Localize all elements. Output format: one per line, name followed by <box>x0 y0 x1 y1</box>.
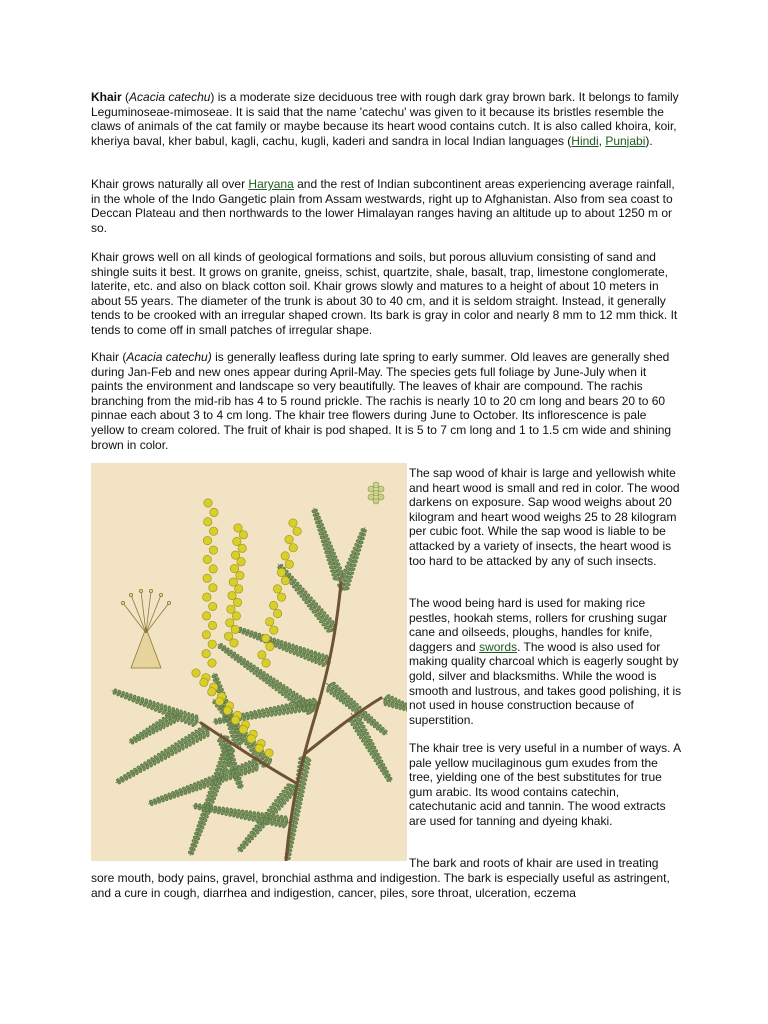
leaf-frond <box>148 759 261 806</box>
flower-head-detail <box>368 482 384 504</box>
flower-spike <box>258 519 302 667</box>
soil-paragraph: Khair grows well on all kinds of geological formations and soils, but porous alluvium consisting of sand and shingle suits it best. It grows on granite, gneiss, schist, quartzite, shale, basalt, trap, limestone conglomerate, laterite, etc. and also on black cotton soil. Khair grows slowly and matures to a height of about 10 meters in about 55 years. The diameter of the trunk is about 30 to 40 cm, and it is seldom straight. Instead, it generally tends to be crooked with an irregular shaped crown. Its bark is gray in color and nearly 8 mm to 12 mm thick. It tends to come off in small patches of irregular shape. <box>91 250 678 337</box>
link-punjabi[interactable]: Punjabi <box>605 133 646 148</box>
flower-detail-drawing <box>121 589 170 668</box>
link-haryana[interactable]: Haryana <box>248 177 294 191</box>
plant-drawing <box>91 463 407 861</box>
term-khair: Khair <box>91 90 122 104</box>
leaf-frond <box>129 710 181 744</box>
wood-paragraph: The sap wood of khair is large and yellowish white and heart wood is small and red in color. The wood darkens on exposure. Sap wood weighs about 20 kilogram and heart wood weighs 25 to 28 kilogram per cubic foot. While the sap wood is liable to be attacked by a variety of insects, the heart wood is too hard to be attacked by any of such insects. <box>409 466 680 568</box>
leaf-frond <box>278 564 338 633</box>
link-swords[interactable]: swords <box>479 639 518 654</box>
flower-spike <box>202 499 218 667</box>
medicinal-paragraph-line1: The bark and roots of khair are used in treating <box>409 856 659 870</box>
leaf-frond <box>381 694 407 714</box>
medicinal-paragraph: sore mouth, body pains, gravel, bronchial asthma and indigestion. The bark is especially useful as astringent, and a cure in cough, diarrhea and indigestion, cancer, piles, sore throat, ulceration, eczema <box>91 871 670 900</box>
distribution-paragraph: Khair grows naturally all over Haryana and the rest of Indian subcontinent areas experiencing average rainfall, in the whole of the Indo Gangetic plain from Assam westwards, right up to Afghanistan. Also from sea coast to Deccan Plateau and then northwards to the lower Himalayan ranges having an altitude up to about 1250 m or so. <box>91 177 675 235</box>
scientific-name: Acacia catechu <box>129 90 211 104</box>
leaf-frond <box>237 627 331 667</box>
scientific-name: Acacia catechu) <box>126 350 212 364</box>
usefulness-paragraph: The khair tree is very useful in a number of ways. A pale yellow mucilaginous gum exudes from the tree, yielding one of the best substitutes for true gum arabic. Its wood contains catechin, catechutanic acid and tannin. The wood extracts are used for tanning and dyeing khaki. <box>409 741 681 828</box>
uses-paragraph: The wood being hard is used for making rice pestles, hookah stems, rollers for crushing sugar cane and oilseeds, ploughs, handles for knife, daggers and swords. The wood is also used for making quality charcoal which is eagerly sought by gold, silver and blacksmiths. While the wood is smooth and lustrous, and takes good polishing, it is not used in house construction because of superstition. <box>409 596 682 727</box>
leaf-frond <box>116 725 211 784</box>
intro-paragraph: Khair (Acacia catechu) is a moderate size deciduous tree with rough dark gray brown bark. It belongs to family Leguminoseae-mimoseae. It is said that the name 'catechu' was given to it because its bristles resemble the claws of animals of the cat family or maybe because its heart wood contains cutch. It is also called khoira, koir, kheriya baval, kher babul, kagli, cachu, kugli, kaderi and sandra in local Indian languages (Hindi, Punjabi). <box>91 90 679 148</box>
link-hindi[interactable]: Hindi <box>571 133 599 148</box>
foliage-paragraph: Khair (Acacia catechu) is generally leafless during late spring to early summer. Old leaves are generally shed during Jan-Feb and new ones appear during April-May. The species gets full foliage by June-July when it paints the environment and landscape so very beautifully. The leaves of khair are compound. The rachis branching from the mid-rib has 4 to 5 round prickle. The rachis is nearly 10 to 20 cm long and bears 20 to 60 pinnae each about 3 to 4 cm long. The khair tree flowers during June to October. Its inflorescence is pale yellow to cream colored. The fruit of khair is pod shaped. It is 5 to 7 cm long and 1 to 1.5 cm wide and shining brown in color. <box>91 350 672 452</box>
acacia-botanical-illustration <box>91 463 407 861</box>
leaf-frond <box>312 508 345 583</box>
